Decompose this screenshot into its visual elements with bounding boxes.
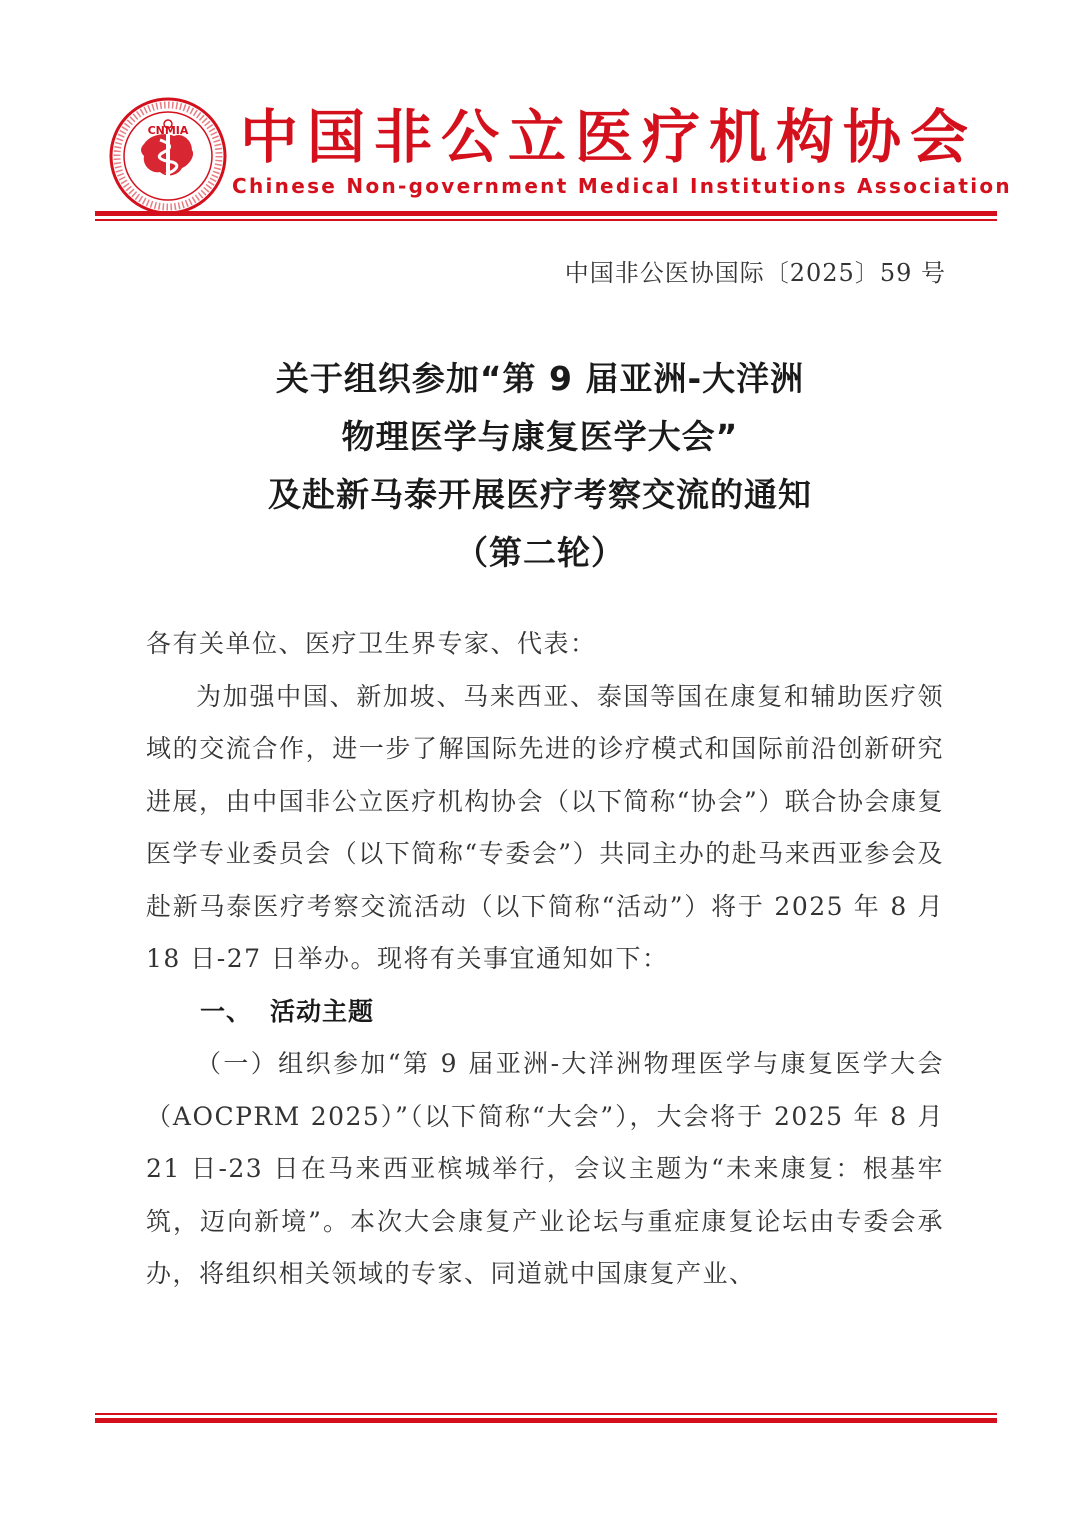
footer-rule-thick [95, 1418, 997, 1423]
title-line: 物理医学与康复医学大会” [341, 417, 739, 456]
section-title: 活动主题 [270, 996, 375, 1026]
logo-text: CNMIA [147, 124, 189, 137]
organization-name-cn: 中国非公立医疗机构协会 [240, 103, 978, 171]
letterhead [0, 0, 1080, 230]
footer-rule-thin [95, 1413, 997, 1415]
intro-paragraph: 为加强中国、新加坡、马来西亚、泰国等国在康复和辅助医疗领域的交流合作，进一步了解国际先进的诊疗模式和国际前沿创新研究进展，由中国非公立医疗机构协会（以下简称“协会”）联合协会康复医学专业委员会（以下简称“专委会”）共同主办的赴马来西亚参会及赴新马泰医疗考察交流活动（以下简称“活动”）将于 2025 年 8 月 18 日-27 日举办。现将有关事宜通知如下： [146, 681, 944, 973]
title-line: 关于组织参加“第 9 届亚洲-大洋洲 [275, 359, 805, 398]
organization-name-en: Chinese Non-government Medical Institutions Association [232, 174, 1012, 198]
section-number: 一、 [200, 996, 253, 1026]
document-number: 中国非公医协国际〔2025〕59 号 [564, 259, 946, 287]
salutation: 各有关单位、医疗卫生界专家、代表： [146, 629, 597, 658]
title-line: 及赴新马泰开展医疗考察交流的通知 [268, 475, 812, 514]
document-body [146, 618, 944, 1301]
association-logo-icon [108, 96, 228, 216]
section-heading [146, 986, 944, 1039]
header-rule-thin [95, 219, 997, 221]
document-title [0, 350, 1080, 582]
title-line: （第二轮） [455, 533, 625, 572]
header-rule-thick [95, 211, 997, 216]
section-paragraph: （一）组织参加“第 9 届亚洲-大洋洲物理医学与康复医学大会（AOCPRM 2025）”（以下简称“大会”），大会将于 2025 年 8 月 21 日-23 日在马来西亚槟城举行，会议主题为“未来康复：根基牢筑，迈向新境”。本次大会康复产业论坛与重症康复论坛由专委会承办，将组织相关领域的专家、同道就中国康复产业、 [146, 1049, 944, 1288]
